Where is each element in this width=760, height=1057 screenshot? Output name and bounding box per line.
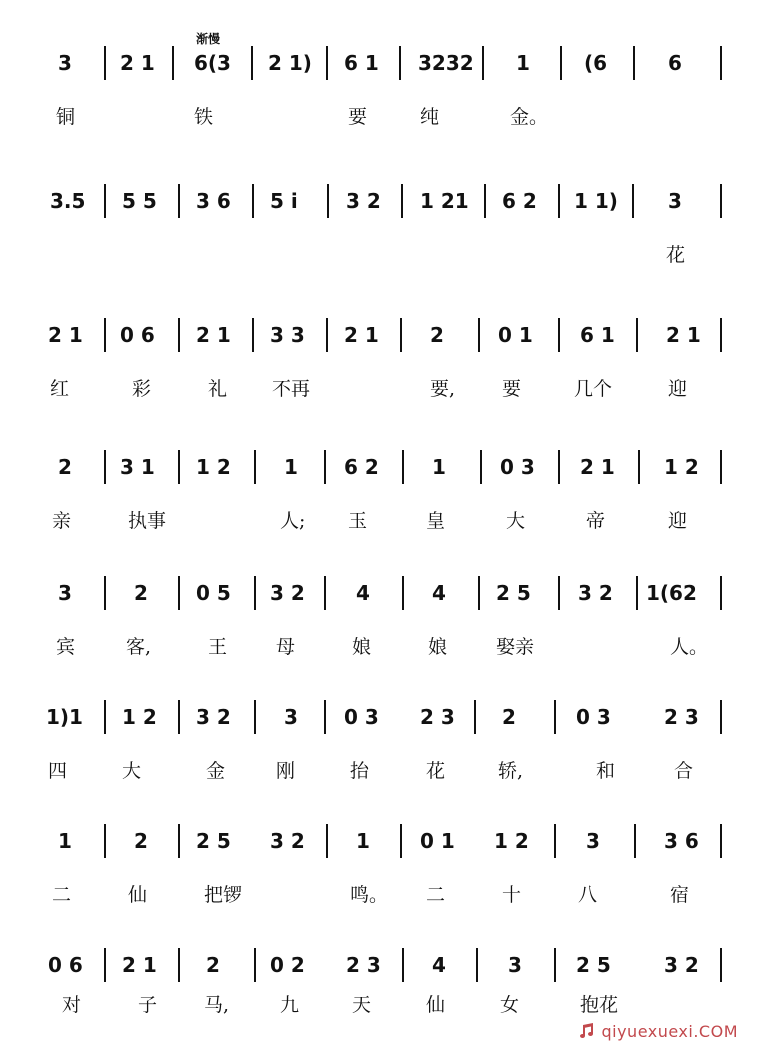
score-system-2 <box>0 172 760 282</box>
score-system-7 <box>0 812 760 922</box>
lyric-syllable: 铜 <box>56 106 76 128</box>
lyric-syllable: 大 <box>122 760 142 782</box>
note-group: 3 <box>586 829 600 853</box>
note-group: 3 6 <box>196 189 231 213</box>
lyric-syllable: 二 <box>426 884 446 906</box>
note-group: 1 2 <box>664 455 699 479</box>
note-group: 4 <box>432 581 446 605</box>
note-group: 3 2 <box>664 953 699 977</box>
lyric-syllable: 宿 <box>670 884 690 906</box>
lyric-syllable: 彩 <box>132 378 152 400</box>
lyric-syllable: 对 <box>62 994 82 1016</box>
lyric-syllable: 八 <box>578 884 598 906</box>
note-group: 3 <box>58 51 72 75</box>
lyric-syllable: 铁 <box>194 106 214 128</box>
lyric-line <box>44 506 734 536</box>
note-group: 1(62 <box>646 581 697 605</box>
lyric-syllable: 十 <box>502 884 522 906</box>
note-group: 3 2 <box>196 705 231 729</box>
note-group: 3.5 <box>50 189 86 213</box>
note-group: (6 <box>584 51 608 75</box>
lyric-syllable: 金 <box>206 760 226 782</box>
score-system-1 <box>0 34 760 144</box>
lyric-syllable: 不再 <box>272 378 311 400</box>
note-group: 2 3 <box>346 953 381 977</box>
lyric-syllable: 九 <box>280 994 300 1016</box>
note-group: 3232 <box>418 51 474 75</box>
lyric-syllable: 抱花 <box>580 994 619 1016</box>
lyric-syllable: 人。 <box>670 636 709 658</box>
note-group: 3 1 <box>120 455 155 479</box>
lyric-syllable: 亲 <box>52 510 72 532</box>
lyric-syllable: 子 <box>138 994 158 1016</box>
note-group: 1 <box>356 829 370 853</box>
lyric-syllable: 要, <box>430 378 456 400</box>
lyric-syllable: 轿, <box>498 760 524 782</box>
lyric-syllable: 宾 <box>56 636 76 658</box>
note-group: 2 5 <box>196 829 231 853</box>
note-group: 2 <box>430 323 444 347</box>
note-group: 3 3 <box>270 323 305 347</box>
note-group: 1 <box>432 455 446 479</box>
lyric-syllable: 娶亲 <box>496 636 535 658</box>
lyric-syllable: 红 <box>50 378 70 400</box>
note-group: 3 <box>668 189 682 213</box>
note-group: 4 <box>356 581 370 605</box>
lyric-syllable: 花 <box>666 244 686 266</box>
note-group: 2 <box>134 829 148 853</box>
note-group: 2 <box>206 953 220 977</box>
lyric-line <box>44 102 734 132</box>
lyric-syllable: 娘 <box>352 636 372 658</box>
note-group: 2 3 <box>420 705 455 729</box>
lyric-syllable: 迎 <box>668 510 688 532</box>
note-group: 2 1 <box>120 51 155 75</box>
lyric-syllable: 迎 <box>668 378 688 400</box>
lyric-syllable: 女 <box>500 994 520 1016</box>
lyric-syllable: 要 <box>348 106 368 128</box>
note-group: 1 2 <box>122 705 157 729</box>
watermark-text: qiyuexuexi.COM <box>601 1022 738 1041</box>
note-group: 1 <box>516 51 530 75</box>
note-group: 1 21 <box>420 189 469 213</box>
tempo-marking: 渐慢 <box>196 32 221 46</box>
note-group: 1 1) <box>574 189 618 213</box>
site-watermark <box>577 1022 738 1041</box>
note-group: 6 1 <box>580 323 615 347</box>
lyric-syllable: 和 <box>596 760 616 782</box>
lyric-syllable: 二 <box>52 884 72 906</box>
lyric-syllable: 礼 <box>208 378 228 400</box>
lyric-syllable: 帝 <box>586 510 606 532</box>
lyric-syllable: 要 <box>502 378 522 400</box>
score-system-6 <box>0 688 760 798</box>
note-group: 6 1 <box>344 51 379 75</box>
note-group: 2 1 <box>48 323 83 347</box>
note-group: 0 6 <box>48 953 83 977</box>
note-group: 6(3 <box>194 51 231 75</box>
lyric-syllable: 纯 <box>420 106 440 128</box>
lyric-syllable: 花 <box>426 760 446 782</box>
note-group: 2 <box>502 705 516 729</box>
note-group: 2 1 <box>580 455 615 479</box>
note-group: 5 i <box>270 189 298 213</box>
note-group: 0 2 <box>270 953 305 977</box>
note-group: 2 <box>58 455 72 479</box>
score-system-4 <box>0 438 760 548</box>
lyric-syllable: 四 <box>48 760 68 782</box>
note-group: 2 1 <box>666 323 701 347</box>
note-group: 6 <box>668 51 682 75</box>
note-group: 5 5 <box>122 189 157 213</box>
lyric-syllable: 金。 <box>510 106 549 128</box>
lyric-line <box>44 880 734 910</box>
note-group: 3 <box>508 953 522 977</box>
lyric-syllable: 抬 <box>350 760 370 782</box>
lyric-syllable: 刚 <box>276 760 296 782</box>
lyric-syllable: 大 <box>506 510 526 532</box>
note-group: 3 2 <box>270 829 305 853</box>
lyric-syllable: 几个 <box>574 378 613 400</box>
note-group: 2 5 <box>496 581 531 605</box>
note-group: 1)1 <box>46 705 83 729</box>
note-group: 6 2 <box>344 455 379 479</box>
lyric-syllable: 玉 <box>348 510 368 532</box>
lyric-syllable: 执事 <box>128 510 167 532</box>
lyric-syllable: 客, <box>126 636 152 658</box>
lyric-syllable: 把锣 <box>204 884 243 906</box>
lyric-syllable: 鸣。 <box>350 884 389 906</box>
lyric-syllable: 仙 <box>128 884 148 906</box>
note-group: 4 <box>432 953 446 977</box>
lyric-syllable: 皇 <box>426 510 446 532</box>
lyric-line <box>44 374 734 404</box>
lyric-syllable: 母 <box>276 636 296 658</box>
note-group: 0 1 <box>498 323 533 347</box>
note-group: 3 2 <box>270 581 305 605</box>
note-group: 3 2 <box>346 189 381 213</box>
lyric-syllable: 天 <box>352 994 372 1016</box>
note-group: 1 2 <box>196 455 231 479</box>
note-group: 3 6 <box>664 829 699 853</box>
note-group: 0 1 <box>420 829 455 853</box>
note-group: 1 <box>284 455 298 479</box>
note-group: 2 1) <box>268 51 312 75</box>
note-group: 1 2 <box>494 829 529 853</box>
lyric-line <box>44 756 734 786</box>
note-group: 3 <box>58 581 72 605</box>
note-group: 2 1 <box>122 953 157 977</box>
lyric-syllable: 娘 <box>428 636 448 658</box>
note-group: 0 6 <box>120 323 155 347</box>
note-group: 3 <box>284 705 298 729</box>
lyric-syllable: 仙 <box>426 994 446 1016</box>
note-group: 3 2 <box>578 581 613 605</box>
note-group: 0 3 <box>576 705 611 729</box>
note-group: 2 <box>134 581 148 605</box>
note-group: 2 1 <box>196 323 231 347</box>
note-group: 6 2 <box>502 189 537 213</box>
score-system-5 <box>0 564 760 674</box>
lyric-line <box>44 632 734 662</box>
note-group: 2 3 <box>664 705 699 729</box>
note-group: 0 3 <box>500 455 535 479</box>
music-note-icon <box>577 1023 597 1039</box>
lyric-line <box>44 990 734 1020</box>
lyric-syllable: 人; <box>280 510 306 532</box>
score-system-3 <box>0 306 760 416</box>
note-group: 2 1 <box>344 323 379 347</box>
lyric-syllable: 马, <box>204 994 230 1016</box>
note-group: 2 5 <box>576 953 611 977</box>
note-group: 0 5 <box>196 581 231 605</box>
note-group: 0 3 <box>344 705 379 729</box>
lyric-syllable: 王 <box>208 636 228 658</box>
note-group: 1 <box>58 829 72 853</box>
lyric-line <box>44 240 734 270</box>
lyric-syllable: 合 <box>674 760 694 782</box>
